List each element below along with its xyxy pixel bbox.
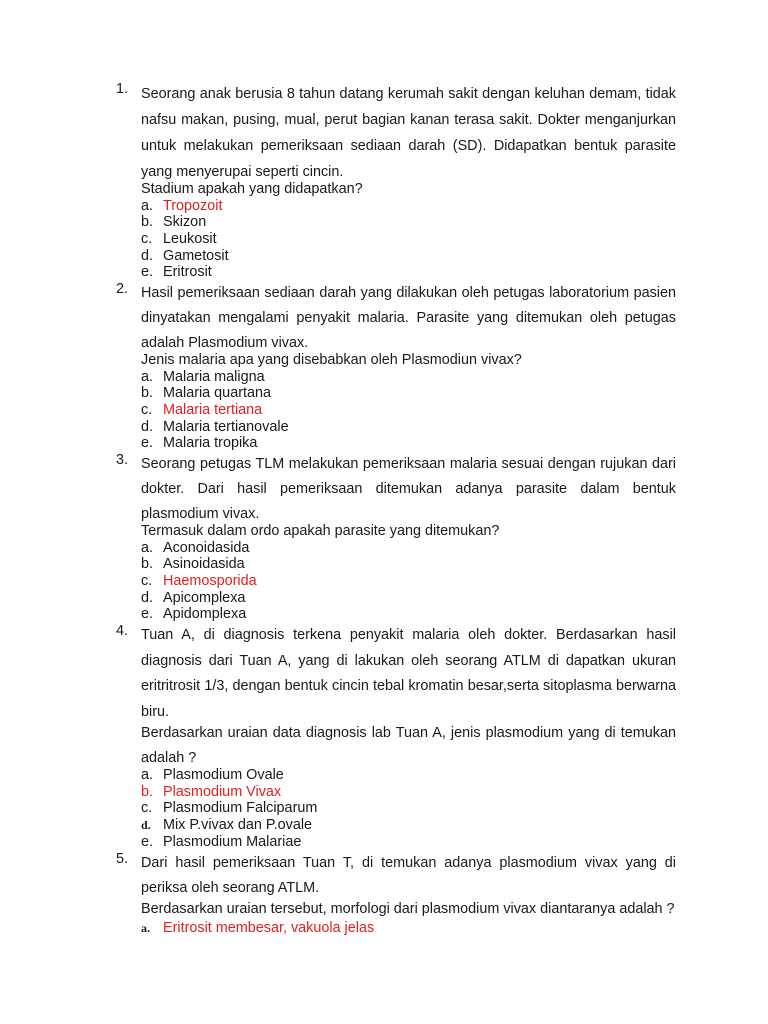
option-text: Eritrosit membesar, vakuola jelas — [163, 919, 375, 936]
question-text: Seorang petugas TLM melakukan pemeriksaan malaria sesuai dengan rujukan dari dokter. Dari hasil pemeriksaan ditemukan adanya parasite dalam bentuk plasmodium vivax. — [141, 456, 676, 523]
option-a — [141, 369, 676, 386]
option-letter: b. — [141, 214, 154, 231]
question-text: Hasil pemeriksaan sediaan darah yang dilakukan oleh petugas laboratorium pasien dinyatakan mengalami penyakit malaria. Parasite yang ditemukan oleh petugas adalah Plasmodium vivax. — [141, 285, 676, 352]
option-text: Skizon — [163, 214, 207, 231]
option-b — [141, 385, 676, 402]
option-b — [141, 784, 676, 801]
question-prompt: Termasuk dalam ordo apakah parasite yang ditemukan? — [141, 523, 500, 540]
option-letter: e. — [141, 435, 154, 452]
option-letter: c. — [141, 402, 153, 418]
question-prompt: Jenis malaria apa yang disebabkan oleh Plasmodiun vivax? — [141, 352, 522, 369]
option-letter: b. — [141, 556, 154, 573]
option-a — [141, 767, 676, 784]
option-text: Apidomplexa — [163, 606, 247, 623]
option-e — [141, 606, 676, 623]
option-letter: d. — [141, 589, 154, 606]
option-letter: a. — [141, 767, 154, 784]
question-text: Tuan A, di diagnosis terkena penyakit malaria oleh dokter. Berdasarkan hasil diagnosis dari Tuan A, yang di lakukan oleh seorang ATLM di dapatkan ukuran eritritrosit 1/3, dengan bentuk cincin tebal kromatin besar,serta sitoplasma berwarna biru. — [141, 627, 676, 720]
option-text: Plasmodium Malariae — [163, 833, 302, 850]
option-d — [141, 817, 676, 834]
question-prompt: Stadium apakah yang didapatkan? — [141, 181, 363, 197]
question-4 — [116, 623, 676, 850]
option-letter: a. — [141, 368, 154, 385]
option-text: Asinoidasida — [163, 556, 245, 573]
option-e — [141, 834, 676, 851]
option-text: Malaria tertianovale — [163, 418, 289, 435]
question-number: 5. — [116, 850, 129, 867]
question-number: 3. — [116, 452, 129, 469]
option-text: Malaria tropika — [163, 435, 258, 452]
question-number: 1. — [116, 81, 129, 97]
option-letter: e. — [141, 606, 154, 623]
question-number: 4. — [116, 623, 129, 640]
option-letter: d. — [141, 247, 154, 264]
option-c — [141, 402, 676, 419]
option-text: Aconoidasida — [163, 539, 250, 556]
option-letter: b. — [141, 385, 154, 402]
option-text: Plasmodium Ovale — [163, 767, 284, 784]
option-letter: c. — [141, 573, 153, 590]
option-text: Malaria maligna — [163, 368, 265, 385]
option-text: Malaria quartana — [163, 385, 271, 402]
option-text: Leukosit — [163, 230, 217, 247]
option-text: Eritrosit — [163, 264, 212, 281]
option-letter: a. — [141, 539, 154, 556]
option-e — [141, 435, 676, 452]
question-prompt: Berdasarkan uraian tersebut, morfologi dari plasmodium vivax diantaranya adalah ? — [141, 900, 675, 917]
option-a — [141, 540, 676, 557]
option-letter: b. — [141, 783, 154, 800]
option-a — [141, 198, 676, 215]
option-letter: d. — [141, 818, 151, 833]
option-letter: a. — [141, 197, 154, 214]
option-b — [141, 556, 676, 573]
option-c — [141, 231, 676, 248]
option-letter: e. — [141, 833, 154, 850]
option-b — [141, 214, 676, 231]
option-a — [141, 920, 676, 937]
option-d — [141, 590, 676, 607]
option-text: Haemosporida — [163, 573, 257, 590]
option-text: Plasmodium Falciparum — [163, 800, 318, 817]
question-number: 2. — [116, 281, 129, 298]
option-d — [141, 248, 676, 265]
option-c — [141, 573, 676, 590]
option-text: Plasmodium Vivax — [163, 783, 282, 800]
option-letter: a. — [141, 920, 150, 935]
question-text: Dari hasil pemeriksaan Tuan T, di temukan adanya plasmodium vivax yang di periksa oleh seorang ATLM. — [141, 854, 676, 896]
question-1 — [116, 81, 676, 281]
option-letter: e. — [141, 264, 154, 281]
option-text: Apicomplexa — [163, 589, 246, 606]
question-3 — [116, 452, 676, 623]
option-letter: c. — [141, 230, 153, 247]
question-prompt: Berdasarkan uraian data diagnosis lab Tuan A, jenis plasmodium yang di temukan adalah ? — [141, 725, 676, 767]
option-d — [141, 419, 676, 436]
option-text: Malaria tertiana — [163, 402, 263, 418]
option-c — [141, 800, 676, 817]
option-text: Gametosit — [163, 247, 229, 264]
question-5 — [116, 851, 676, 937]
option-text: Tropozoit — [163, 197, 223, 214]
question-text: Seorang anak berusia 8 tahun datang kerumah sakit dengan keluhan demam, tidak nafsu makan, pusing, mual, perut bagian kanan terasa sakit. Dokter menganjurkan untuk melakukan pemeriksaan sediaan darah (SD). Didapatkan bentuk parasite yang menyerupai seperti cincin. — [141, 86, 676, 180]
option-e — [141, 264, 676, 281]
option-text: Mix P.vivax dan P.ovale — [163, 817, 313, 834]
option-letter: c. — [141, 800, 153, 817]
option-letter: d. — [141, 418, 154, 435]
question-2 — [116, 281, 676, 452]
